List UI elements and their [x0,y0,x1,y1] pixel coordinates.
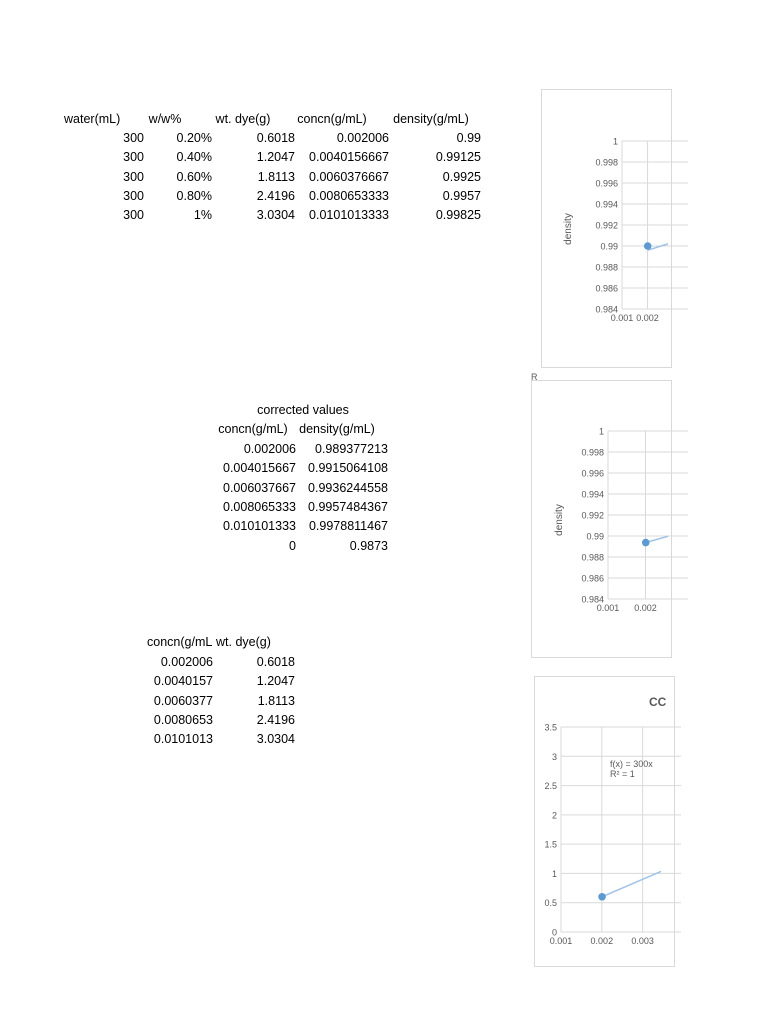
table3-cell-concn: 0.0040157 [153,674,213,689]
chart-2-y-tick: 0.988 [581,552,604,563]
table3-header-wtdye: wt. dye(g) [216,635,271,649]
table1-cell-water: 300 [123,188,144,203]
table2-cell-concn: 0.004015667 [223,461,296,476]
table3-header-concn: concn(g/mL [147,635,213,649]
table2-cell-concn: 0 [289,538,296,553]
table1-cell-concn: 0.0040156667 [309,150,389,165]
table2-header-concn: concn(g/mL) [218,422,288,436]
table3-cell-concn: 0.0080653 [153,712,213,727]
table1-header-water: water(mL) [64,112,121,126]
chart-2-x-tick: 0.001 [596,603,620,613]
table2-cell-density: 0.989377213 [315,442,388,456]
table2-cell-density: 0.9915064108 [308,461,388,476]
chart-3-y-tick: 3 [551,751,557,762]
table1-cell-water: 300 [123,131,144,145]
table1-cell-density: 0.99825 [435,208,481,223]
table1-cell-ww: 0.60% [176,169,212,184]
chart-2-y-tick: 0.998 [581,447,604,458]
chart-3-y-tick: 3.5 [544,722,557,733]
chart-2-y-tick: 0.992 [581,510,604,521]
table1-cell-wtdye: 1.8113 [257,169,295,184]
chart-1-ylabel: density [563,213,574,245]
chart-3-title: CC [649,695,667,709]
chart-2-y-tick: 0.996 [581,468,604,479]
chart-2-ylabel: density [554,504,565,536]
chart-1-y-tick: 0.986 [595,283,618,294]
table1-cell-wtdye: 0.6018 [256,131,295,145]
table1-cell-ww: 1% [193,208,212,223]
chart-1 [541,89,668,369]
chart-2-y-tick: 0.984 [581,594,604,605]
chart-3-frame [535,677,675,967]
chart-2-annotation: R [531,372,538,382]
table3-cell-wtdye: 1.2047 [256,674,295,689]
chart-1-x-tick: 0.001 [610,313,634,323]
table2-title: corrected values [257,403,349,417]
table3-cell-concn: 0.002006 [160,655,213,669]
table1-cell-ww: 0.80% [176,188,212,203]
table3-cell-wtdye: 0.6018 [256,655,295,669]
table3-cell-concn: 0.0060377 [153,693,213,708]
chart-1-point [644,242,652,250]
chart-3-y-tick: 0.5 [544,898,557,909]
chart-2-x-tick: 0.002 [634,603,657,613]
table1-cell-concn: 0.002006 [336,131,389,145]
chart-2 [531,372,668,659]
table1-header-concn: concn(g/mL) [297,112,367,126]
table1-header-density: density(g/mL) [393,112,469,126]
table3-cell-concn: 0.0101013 [153,732,213,747]
table1-cell-concn: 0.0101013333 [309,208,389,223]
chart-3-point [598,893,606,901]
chart-2-point [642,539,650,547]
table2-cell-concn: 0.010101333 [223,519,296,534]
table1-cell-water: 300 [123,208,144,223]
table3-cell-wtdye: 1.8113 [257,693,295,708]
chart-1-y-tick: 0.99 [600,241,618,252]
table1-cell-density: 0.9925 [442,169,481,184]
chart-3-x-tick: 0.003 [631,936,654,946]
table2-cell-density: 0.9957484367 [308,499,388,514]
chart-1-y-tick: 0.998 [595,157,618,168]
chart-2-y-tick: 0.99 [586,531,604,542]
chart-1-y-tick: 0.984 [595,304,618,315]
table1-cell-wtdye: 3.0304 [256,208,295,223]
table1-cell-wtdye: 2.4196 [256,188,295,203]
table1-cell-concn: 0.0080653333 [309,188,389,203]
table1-cell-density: 0.99125 [435,150,481,165]
table2-cell-density: 0.9873 [349,538,388,553]
table2-header-density: density(g/mL) [299,422,375,436]
chart-1-y-tick: 0.988 [595,262,618,273]
chart-2-y-tick: 0.986 [581,573,604,584]
chart-1-y-tick: 0.994 [595,199,618,210]
chart-1-x-tick: 0.002 [636,313,659,323]
chart-3-annotation: f(x) = 300x [610,759,653,769]
chart-3 [534,676,668,944]
table1-cell-water: 300 [123,150,144,165]
chart-1-y-tick: 0.992 [595,220,618,231]
table1-cell-water: 300 [123,169,144,184]
chart-3-y-tick: 0 [551,927,557,938]
chart-1-y-tick: 0.996 [595,178,618,189]
table1-header-ww: w/w% [148,112,182,126]
table3-cell-wtdye: 2.4196 [256,712,295,727]
chart-3-x-tick: 0.002 [590,936,614,946]
table1-cell-wtdye: 1.2047 [256,150,295,165]
table1-cell-ww: 0.40% [176,150,212,165]
chart-1-y-tick: 1 [612,136,618,147]
chart-3-y-tick: 1.5 [544,839,557,850]
table2-cell-density: 0.9978811467 [308,519,388,534]
table1-header-wtdye: wt. dye(g) [215,112,271,126]
table1-cell-density: 0.99 [456,131,481,145]
table1-cell-density: 0.9957 [442,188,481,203]
table3-cell-wtdye: 3.0304 [256,732,295,747]
table2-cell-density: 0.9936244558 [308,480,388,495]
chart-2-y-tick: 1 [598,426,604,437]
chart-3-y-tick: 2 [551,810,557,821]
chart-3-y-tick: 1 [551,868,557,879]
table1-cell-ww: 0.20% [176,131,212,145]
table2-cell-concn: 0.002006 [243,442,296,456]
chart-3-y-tick: 2.5 [544,781,557,792]
table1-cell-concn: 0.0060376667 [309,169,389,184]
chart-3-annotation: R² = 1 [610,769,635,779]
chart-2-y-tick: 0.994 [581,489,604,500]
table2-cell-concn: 0.006037667 [223,480,296,495]
chart-3-x-tick: 0.001 [549,936,573,946]
table2-cell-concn: 0.008065333 [223,499,296,514]
